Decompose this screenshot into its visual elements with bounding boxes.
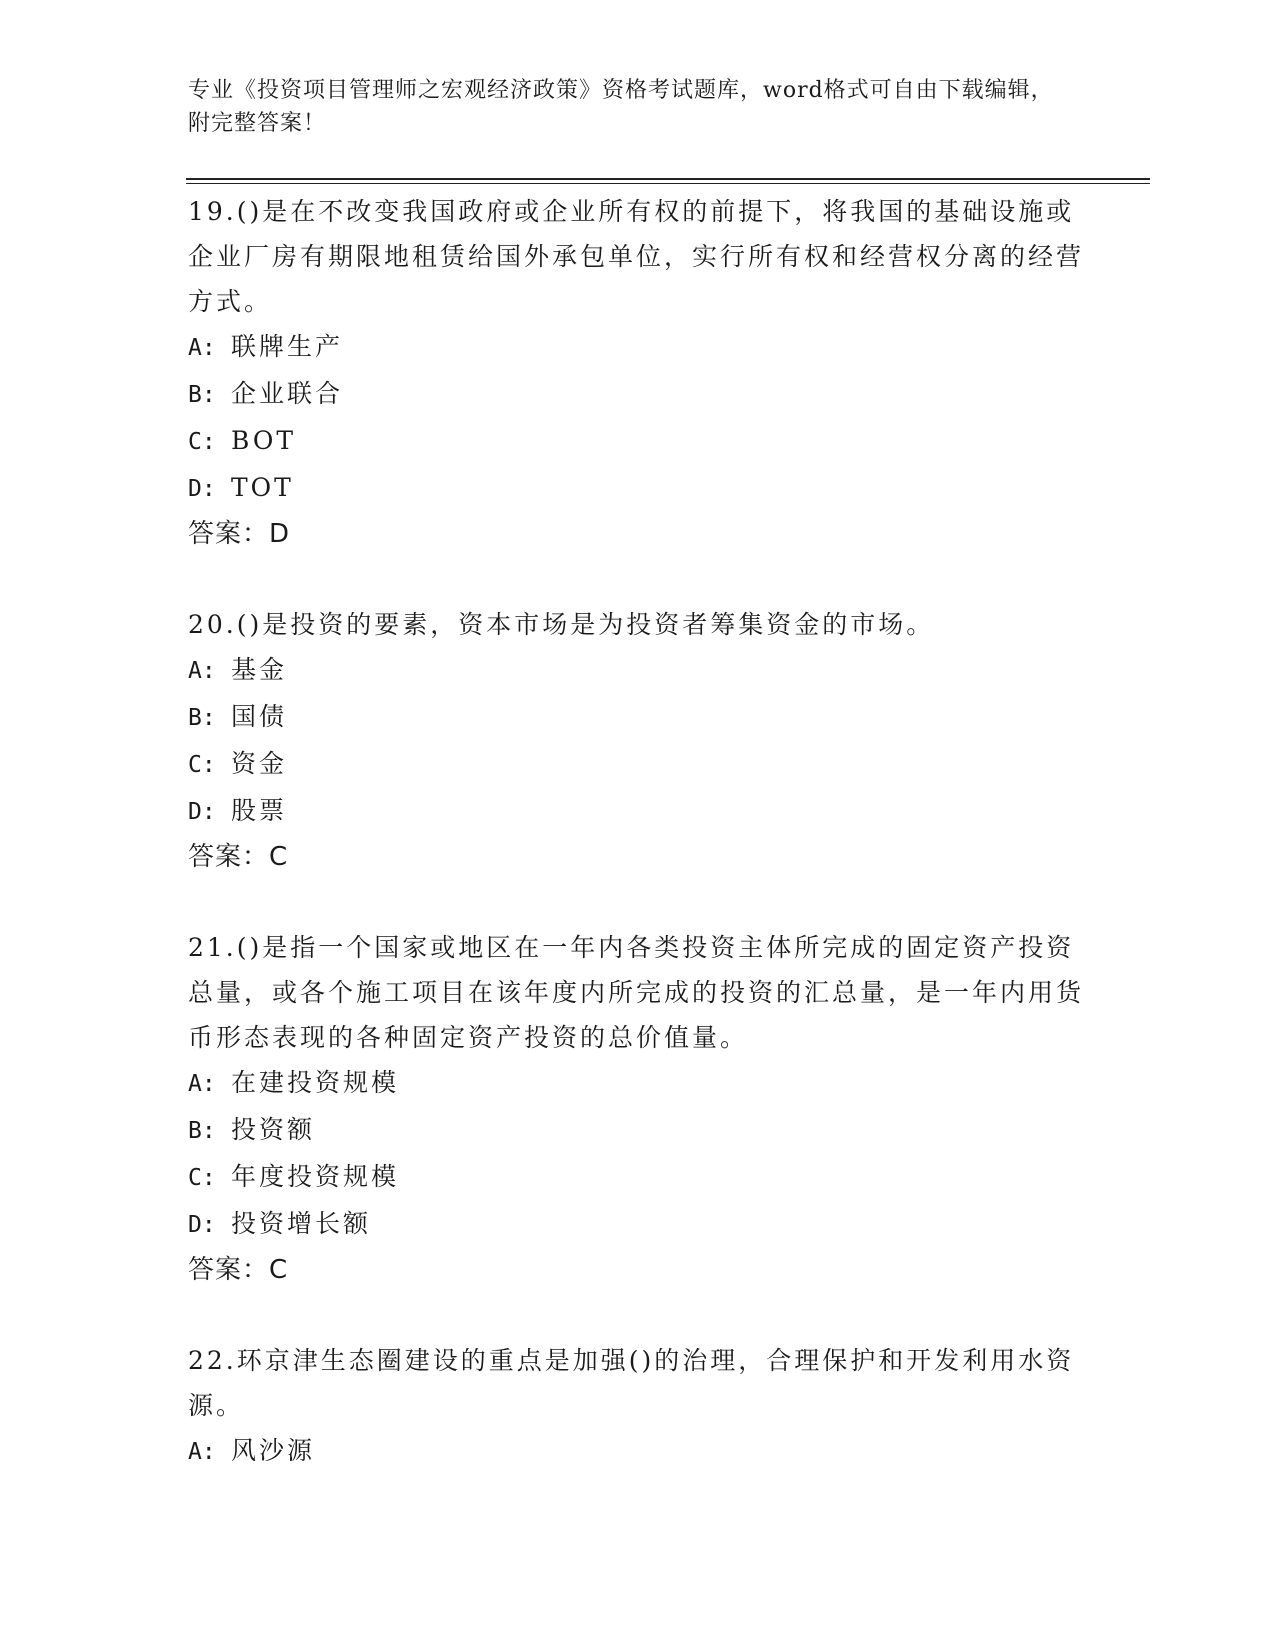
option-text: BOT xyxy=(231,426,297,455)
option-key: D: xyxy=(188,476,216,502)
question-stem xyxy=(188,602,1088,647)
question-number: 22. xyxy=(188,1346,237,1375)
option-text: 资金 xyxy=(231,749,288,778)
question-text: 环京津生态圈建设的重点是加强()的治理，合理保护和开发利用水资源。 xyxy=(188,1346,1075,1420)
option-key: B: xyxy=(188,1118,216,1144)
option-text: 基金 xyxy=(231,655,288,684)
option-text: 年度投资规模 xyxy=(231,1162,400,1191)
option-key: D: xyxy=(188,1212,216,1238)
option-key: C: xyxy=(188,429,216,455)
question-stem xyxy=(188,1338,1088,1428)
option-c xyxy=(188,741,1088,788)
question-21 xyxy=(188,925,1088,1293)
answer-line: 答案：D xyxy=(188,519,291,549)
option-text: TOT xyxy=(231,473,294,502)
option-text: 联牌生产 xyxy=(231,332,344,361)
option-key: C: xyxy=(188,752,216,778)
question-number: 21. xyxy=(188,933,237,962)
question-text: ()是在不改变我国政府或企业所有权的前提下，将我国的基础设施或企业厂房有期限地租赁给国外承包单位，实行所有权和经营权分离的经营方式。 xyxy=(188,197,1085,316)
option-text: 国债 xyxy=(231,702,288,731)
option-key: A: xyxy=(188,658,216,684)
option-key: B: xyxy=(188,705,216,731)
option-d xyxy=(188,788,1088,835)
option-a xyxy=(188,1428,1088,1475)
option-c xyxy=(188,418,1088,465)
option-key: A: xyxy=(188,1439,216,1465)
question-22 xyxy=(188,1338,1088,1475)
option-key: D: xyxy=(188,799,216,825)
option-b xyxy=(188,1107,1088,1154)
option-a xyxy=(188,1060,1088,1107)
question-number: 20. xyxy=(188,610,237,639)
answer-line: 答案：C xyxy=(188,842,289,872)
option-key: B: xyxy=(188,382,216,408)
option-a xyxy=(188,647,1088,694)
option-text: 风沙源 xyxy=(231,1436,316,1465)
option-text: 企业联合 xyxy=(231,379,344,408)
option-key: A: xyxy=(188,1071,216,1097)
question-text: ()是指一个国家或地区在一年内各类投资主体所完成的固定资产投资总量，或各个施工项目在该年度内所完成的投资的汇总量，是一年内用货币形态表现的各种固定资产投资的总价值量。 xyxy=(188,933,1085,1052)
question-stem xyxy=(188,189,1088,324)
option-d xyxy=(188,465,1088,512)
option-c xyxy=(188,1154,1088,1201)
option-d xyxy=(188,1201,1088,1248)
option-text: 投资增长额 xyxy=(231,1209,372,1238)
option-a xyxy=(188,324,1088,371)
header-divider-thin xyxy=(186,183,1150,184)
document-header: 专业《投资项目管理师之宏观经济政策》资格考试题库，word格式可自由下载编辑，附完整答案！ xyxy=(188,78,1054,136)
question-20 xyxy=(188,602,1088,880)
option-key: A: xyxy=(188,335,216,361)
option-b xyxy=(188,694,1088,741)
question-number: 19. xyxy=(188,197,237,226)
question-19 xyxy=(188,189,1088,557)
option-text: 投资额 xyxy=(231,1115,316,1144)
option-text: 在建投资规模 xyxy=(231,1068,400,1097)
answer-line: 答案：C xyxy=(188,1255,289,1285)
option-text: 股票 xyxy=(231,796,288,825)
header-divider-thick xyxy=(186,178,1150,180)
question-text: ()是投资的要素，资本市场是为投资者筹集资金的市场。 xyxy=(236,610,935,639)
option-b xyxy=(188,371,1088,418)
question-list xyxy=(188,189,1088,1520)
option-key: C: xyxy=(188,1165,216,1191)
question-stem xyxy=(188,925,1088,1060)
